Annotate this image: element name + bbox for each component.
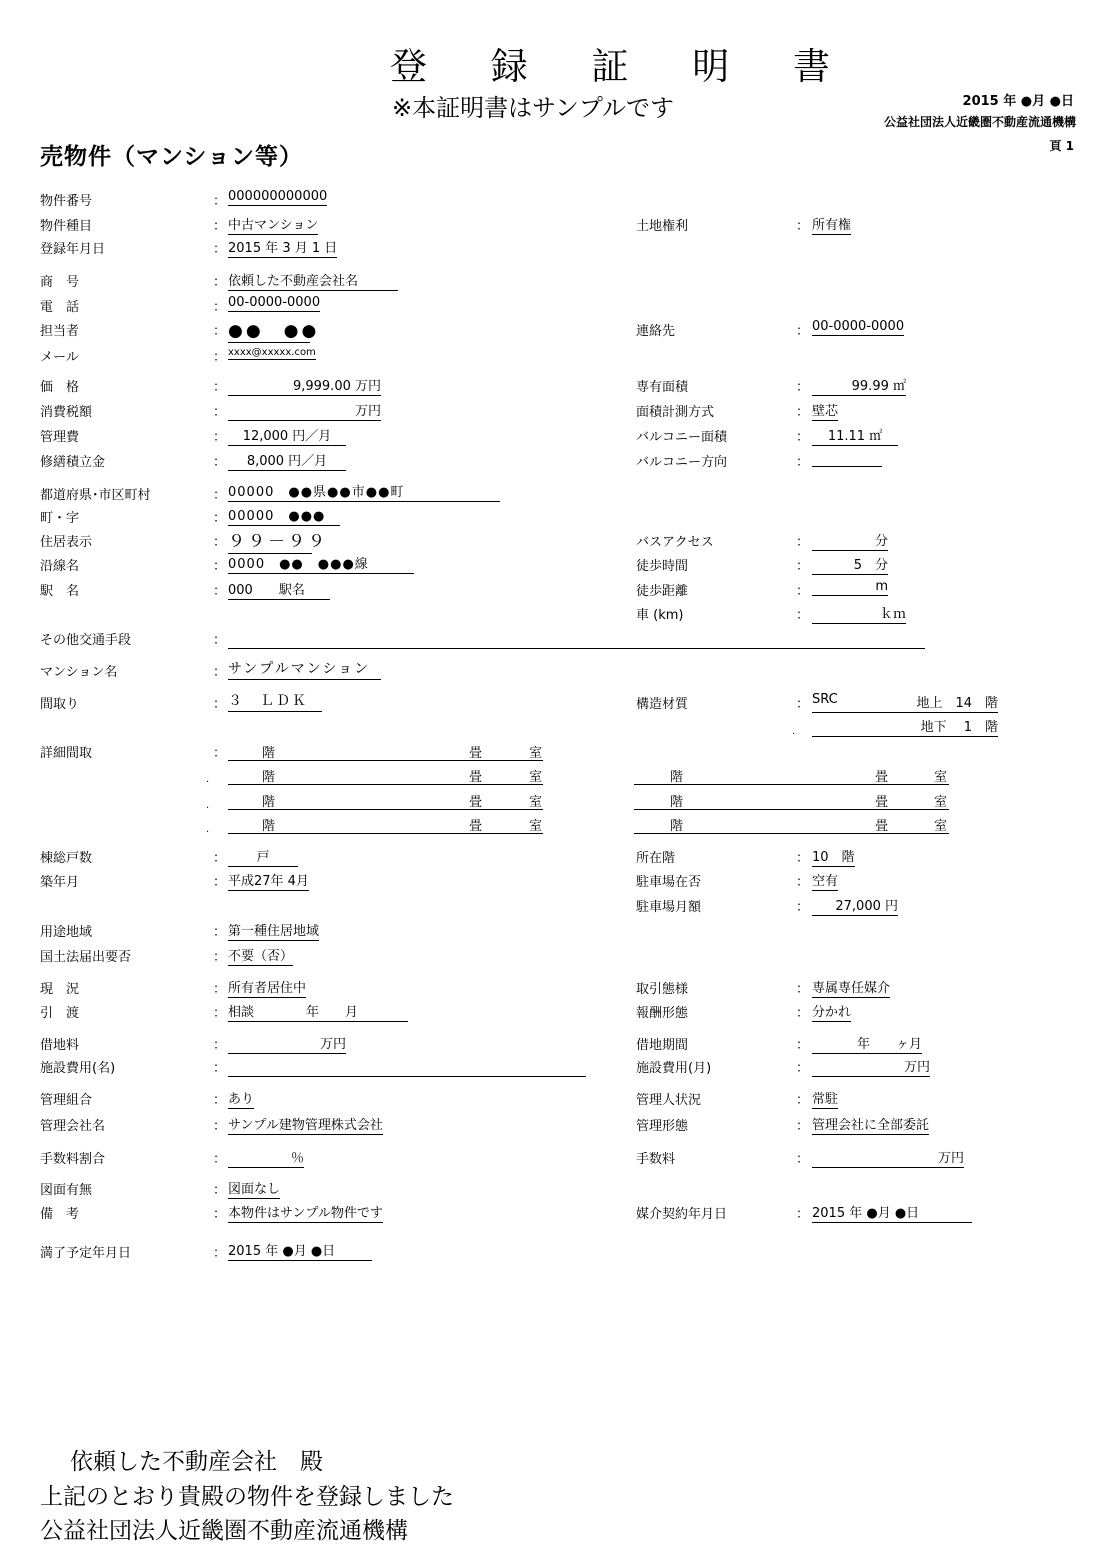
colon: ： [213,1061,227,1076]
label-handover: 引 渡 [40,1006,80,1021]
value-address: ９９－９９ [228,527,312,554]
colon: ： [213,1093,227,1108]
value-commission-rate: ％ [228,1147,304,1168]
colon: ： [213,633,227,648]
label-deal-type: 取引態様 [636,982,689,997]
value-property-type: 中古マンション [228,214,318,235]
label-mansion-name: マンション名 [40,665,118,680]
document-title: 登 録 証 明 書 [390,45,857,88]
value-status: 所有者居住中 [228,977,306,998]
value-floor: 10 階 [812,846,855,867]
facility-name-line [228,1076,586,1077]
detail-floor: 階 [670,819,684,834]
value-mgmt-company: サンプル建物管理株式会社 [228,1114,383,1135]
issuer-name: 公益社団法人近畿圏不動産流通機構 [883,115,1076,129]
colon: ： [796,875,810,890]
detail-floor: 階 [670,795,684,810]
detail-mat: 畳 [469,795,483,810]
detail-mat: 畳 [875,770,889,785]
label-prefecture: 都道府県･市区町村 [40,488,151,503]
label-price: 価 格 [40,380,80,395]
label-walk-dist: 徒歩距離 [636,584,689,599]
colon: ： [796,900,810,915]
colon: ： [796,535,810,550]
colon: ： [796,324,810,339]
colon: ： [796,430,810,445]
colon: ： [796,1119,810,1134]
value-price: 9,999.00 万円 [228,375,381,396]
detail-floor: 階 [262,770,276,785]
label-mgmt-assoc: 管理組合 [40,1093,93,1108]
detail-room: 室 [934,795,948,810]
colon: ： [796,1038,810,1053]
value-structure-below: 地下 1 階 [812,716,998,737]
value-fee-form: 分かれ [812,1001,851,1022]
colon: ： [213,1246,227,1261]
value-manager-status: 常駐 [812,1088,838,1109]
value-car: ｋｍ [812,603,906,624]
colon: ： [796,584,810,599]
value-contact: 00-0000-0000 [812,319,905,334]
label-property-no: 物件番号 [40,194,93,209]
value-deal-type: 専属専任媒介 [812,977,890,998]
value-tax: 万円 [228,400,381,421]
label-commission: 手数料 [636,1152,676,1167]
colon: ： [213,1207,227,1222]
label-walk-time: 徒歩時間 [636,559,689,574]
detail-floor: 階 [670,770,684,785]
colon: ： [213,665,227,680]
colon: ： [796,219,810,234]
value-drawings: 図面なし [228,1178,280,1199]
value-zoning: 第一種住居地域 [228,920,319,941]
colon: ： [213,219,227,234]
value-prefecture: 00000 ●●県●●市●●町 [228,481,500,502]
colon: ： [213,324,227,339]
colon: ： [796,1207,810,1222]
dot-mark: . [206,800,210,811]
issue-date: 2015 年 ●月 ●日 [962,94,1074,109]
value-structure: SRC [812,692,838,707]
value-line: 0000 ●● ●●●線 [228,553,414,574]
colon: ： [213,1038,227,1053]
label-exclusive-area: 専有面積 [636,380,689,395]
detail-mat: 畳 [469,770,483,785]
document-subtitle: ※本証明書はサンプルです [392,94,674,122]
label-status: 現 況 [40,982,80,997]
footer-issuer: 公益社団法人近畿圏不動産流通機構 [40,1518,408,1544]
label-layout: 間取り [40,697,80,712]
colon: ： [796,1152,810,1167]
value-parking: 空有 [812,870,838,891]
value-reg-date: 2015 年 3 月 1 日 [228,237,337,258]
colon: ： [796,1061,810,1076]
value-built: 平成27年 4月 [228,870,309,891]
colon: ： [213,559,227,574]
colon: ： [213,875,227,890]
value-parking-fee: 27,000 円 [812,895,898,916]
colon: ： [796,608,810,623]
value-lease-period: 年 ヶ月 [812,1033,922,1054]
detail-floor: 階 [262,819,276,834]
page-number: 頁 1 [1049,139,1074,153]
colon: ： [213,982,227,997]
value-mgmt-assoc: あり [228,1088,254,1109]
label-parking: 駐車場在否 [636,875,702,890]
detail-mat: 畳 [875,795,889,810]
label-car: 車 (km) [636,608,684,623]
colon: ： [213,746,227,761]
detail-mat: 畳 [469,746,483,761]
label-parking-fee: 駐車場月額 [636,900,702,915]
colon: ： [213,1119,227,1134]
colon: ： [213,242,227,257]
label-trade-name: 商 号 [40,275,80,290]
value-walk-time: 5 分 [812,554,888,575]
colon: ： [796,982,810,997]
label-repair-fund: 修繕積立金 [40,455,106,470]
label-contact: 連絡先 [636,324,676,339]
section-title: 売物件（マンション等） [40,144,303,170]
colon: ： [213,300,227,315]
colon: ： [213,1006,227,1021]
dot-mark: . [206,774,210,785]
value-commission: 万円 [812,1147,964,1168]
value-phone: 00-0000-0000 [228,295,321,310]
label-balcony-dir: バルコニー方向 [636,455,728,470]
value-repair-fund: 8,000 円／月 [228,450,346,471]
detail-room: 室 [529,819,543,834]
colon: ： [796,697,810,712]
label-lease-period: 借地期間 [636,1038,689,1053]
colon: ： [796,559,810,574]
value-structure-above: 地上 14 階 [812,692,998,713]
label-commission-rate: 手数料割合 [40,1152,106,1167]
detail-room: 室 [529,770,543,785]
detail-room: 室 [529,795,543,810]
detail-line [228,784,543,785]
label-land-law: 国土法届出要否 [40,950,132,965]
label-mgmt-company: 管理会社名 [40,1119,106,1134]
colon: ： [213,455,227,470]
label-station: 駅 名 [40,584,80,599]
colon: ： [213,488,227,503]
detail-line [634,784,949,785]
detail-line [634,809,949,810]
footer-addressee: 依頼した不動産会社 殿 [70,1449,323,1475]
label-tax: 消費税額 [40,405,93,420]
colon: ： [213,430,227,445]
value-area-method: 壁芯 [812,400,838,421]
label-detail-layout: 詳細間取 [40,746,93,761]
label-address: 住居表示 [40,535,93,550]
colon: ： [213,405,227,420]
value-contract-date: 2015 年 ●月 ●日 [812,1202,972,1223]
other-transport-line [228,648,925,649]
footer-statement: 上記のとおり貴殿の物件を登録しました [40,1484,454,1510]
detail-floor: 階 [262,746,276,761]
label-phone: 電 話 [40,300,80,315]
label-zoning: 用途地域 [40,925,93,940]
detail-mat: 畳 [875,819,889,834]
colon: ： [796,1006,810,1021]
label-area-method: 面積計測方式 [636,405,715,420]
value-walk-dist: m [812,579,888,596]
label-facility-name: 施設費用(名) [40,1061,116,1076]
colon: ： [213,535,227,550]
colon: ： [213,194,227,209]
label-town: 町・字 [40,511,80,526]
colon: ： [213,511,227,526]
label-floor: 所在階 [636,851,676,866]
colon: ： [796,405,810,420]
detail-room: 室 [934,770,948,785]
value-mail: xxxx@xxxxx.com [228,347,316,358]
detail-line [228,760,543,761]
dot-mark: . [206,824,210,835]
value-bus-access: 分 [812,530,888,551]
label-land-rent: 借地料 [40,1038,80,1053]
label-total-units: 棟総戸数 [40,851,93,866]
label-mgmt-fee: 管理費 [40,430,80,445]
value-mansion-name: サンプルマンション [228,658,381,680]
value-balcony-dir [812,450,882,467]
label-contract-date: 媒介契約年月日 [636,1207,728,1222]
value-exclusive-area: 99.99 ㎡ [812,375,906,396]
value-land-rights: 所有権 [812,214,851,235]
detail-line [228,833,543,834]
colon: ： [213,697,227,712]
label-staff: 担当者 [40,324,80,339]
label-reg-date: 登録年月日 [40,242,106,257]
value-property-no: 000000000000 [228,189,328,204]
value-expiry-date: 2015 年 ●月 ●日 [228,1240,372,1261]
label-mgmt-form: 管理形態 [636,1119,689,1134]
colon: ： [213,950,227,965]
colon: ： [213,275,227,290]
colon: ： [213,350,227,365]
colon: ： [213,1183,227,1198]
label-property-type: 物件種目 [40,219,93,234]
value-facility-month: 万円 [812,1056,930,1077]
detail-mat: 畳 [469,819,483,834]
colon: ： [796,380,810,395]
value-trade-name: 依頼した不動産会社名 [228,270,398,291]
label-remarks: 備 考 [40,1207,80,1222]
colon: ： [213,1152,227,1167]
value-station: 000 駅名 [228,579,330,600]
label-fee-form: 報酬形態 [636,1006,689,1021]
value-town: 00000 ●●● [228,505,340,526]
detail-line [228,809,543,810]
value-mgmt-fee: 12,000 円／月 [228,425,346,446]
value-layout: ３ ＬＤＫ [228,690,322,712]
label-manager-status: 管理人状況 [636,1093,702,1108]
colon: ： [213,851,227,866]
colon: ： [796,1093,810,1108]
detail-room: 室 [934,819,948,834]
label-land-rights: 土地権利 [636,219,689,234]
label-line: 沿線名 [40,559,80,574]
value-mgmt-form: 管理会社に全部委託 [812,1114,929,1135]
detail-room: 室 [529,746,543,761]
detail-floor: 階 [262,795,276,810]
value-remarks: 本物件はサンプル物件です [228,1202,383,1223]
label-bus-access: バスアクセス [636,535,714,550]
colon: ： [213,380,227,395]
label-drawings: 図面有無 [40,1183,93,1198]
value-balcony-area: 11.11 ㎡ [812,425,898,446]
dot-mark: . [792,726,796,737]
label-facility-month: 施設費用(月) [636,1061,712,1076]
colon: ： [213,584,227,599]
value-staff: ●● ●● [228,316,310,343]
colon: ： [213,925,227,940]
colon: ： [796,851,810,866]
label-balcony-area: バルコニー面積 [636,430,728,445]
value-land-law: 不要（否） [228,945,293,966]
detail-line [634,833,949,834]
colon: ： [796,455,810,470]
value-land-rent: 万円 [228,1033,346,1054]
label-mail: メール [40,350,79,365]
label-built: 築年月 [40,875,80,890]
label-structure: 構造材質 [636,697,689,712]
value-total-units: 戸 [228,846,298,867]
value-handover: 相談 年 月 [228,1001,408,1022]
label-other-transport: その他交通手段 [40,633,132,648]
label-expiry-date: 満了予定年月日 [40,1246,132,1261]
